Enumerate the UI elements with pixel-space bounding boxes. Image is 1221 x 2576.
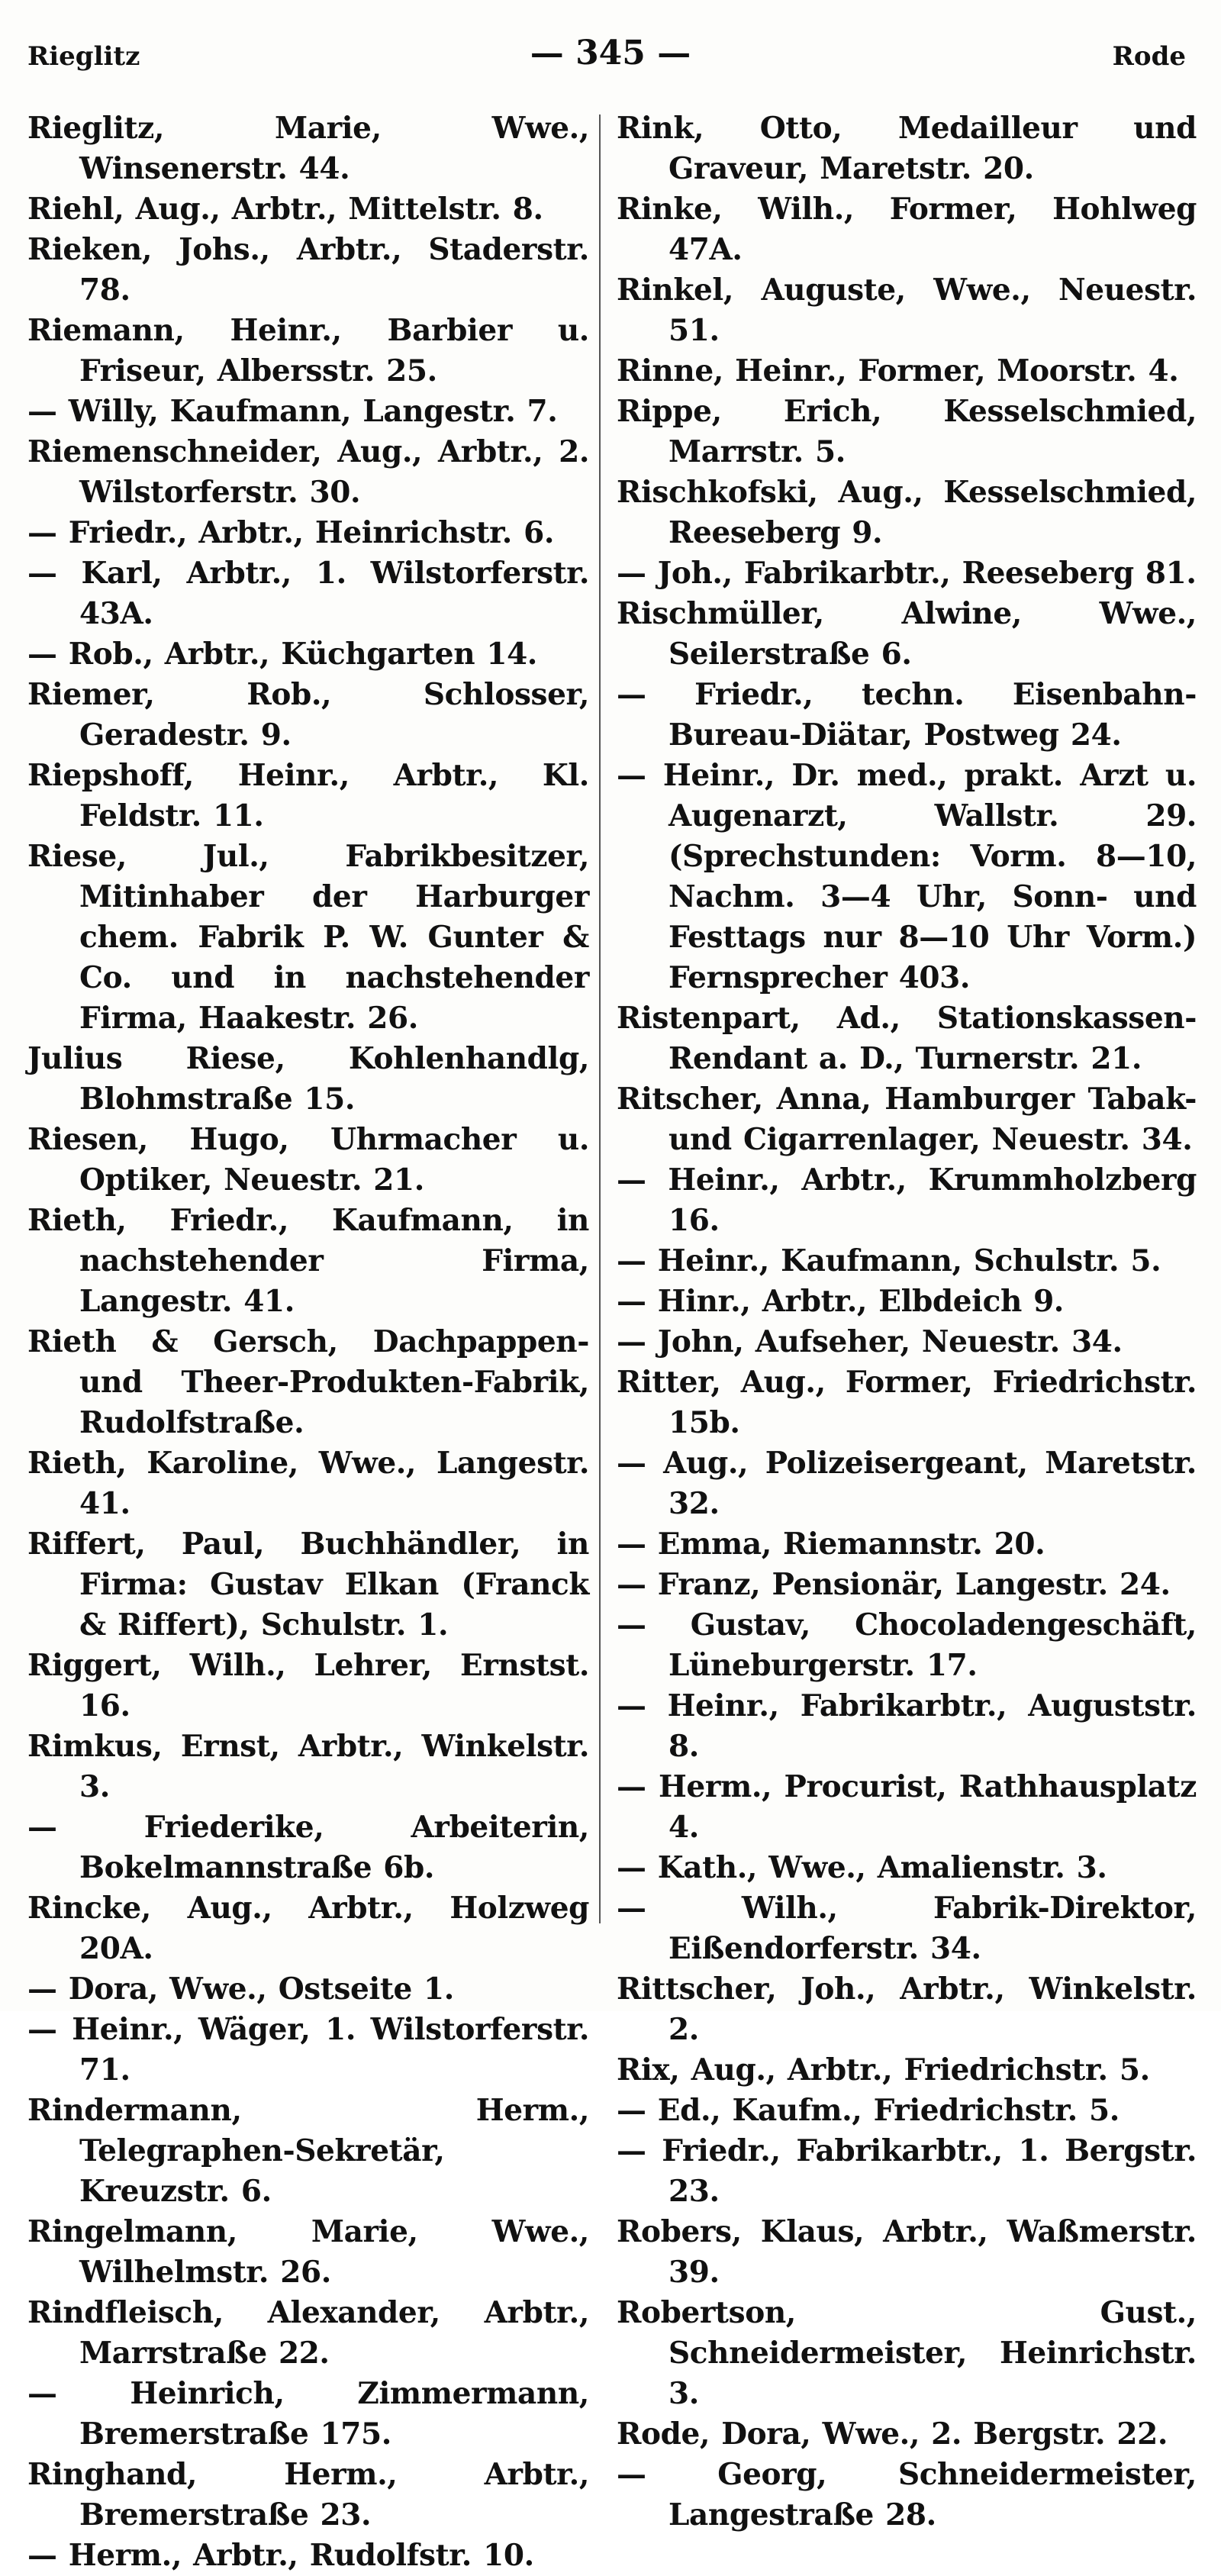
directory-entry: — Rob., Arbtr., Küchgarten 14. — [27, 637, 537, 672]
directory-entry: — Karl, Arbtr., 1. Wilstorferstr. 43A. — [27, 556, 589, 631]
directory-entry: — Hinr., Arbtr., Elbdeich 9. — [617, 1284, 1064, 1319]
directory-entry: — Heinr., Arbtr., Krummholzberg 16. — [617, 1162, 1197, 1238]
directory-entry: Ringhand, Herm., Arbtr., Bremerstraße 23. — [27, 2457, 589, 2532]
directory-entry: Rittscher, Joh., Arbtr., Winkelstr. 2. — [617, 1971, 1197, 2047]
directory-entry: Riehl, Aug., Arbtr., Mittelstr. 8. — [27, 192, 543, 227]
directory-entry: Riesen, Hugo, Uhrmacher u. Optiker, Neuestr. 21. — [27, 1122, 589, 1198]
directory-entry: Rieken, Johs., Arbtr., Staderstr. 78. — [27, 232, 589, 308]
directory-entry: — Aug., Polizeisergeant, Maretstr. 32. — [617, 1446, 1197, 1521]
directory-entry: — Willy, Kaufmann, Langestr. 7. — [27, 394, 558, 429]
header-left-keyword: Rieglitz — [27, 41, 140, 72]
directory-entry: Rieth & Gersch, Dachpappen- und Theer-Produkten-Fabrik, Rudolfstraße. — [27, 1324, 589, 1440]
directory-entry: Riemenschneider, Aug., Arbtr., 2. Wilstorferstr. 30. — [27, 434, 589, 510]
left-column — [27, 108, 589, 2576]
header-right-keyword: Rode — [1112, 41, 1186, 72]
directory-entry: Rink, Otto, Medailleur und Graveur, Maretstr. 20. — [617, 111, 1197, 186]
directory-entry: Rix, Aug., Arbtr., Friedrichstr. 5. — [617, 2052, 1150, 2088]
directory-entry: Riemer, Rob., Schlosser, Geradestr. 9. — [27, 677, 589, 753]
directory-entry: — Gustav, Chocoladengeschäft, Lüneburgerstr. 17. — [617, 1607, 1197, 1683]
directory-entry: Rinne, Heinr., Former, Moorstr. 4. — [617, 353, 1179, 388]
directory-entry: — Georg, Schneidermeister, Langestraße 28. — [617, 2457, 1197, 2532]
directory-entry: Rode, Dora, Wwe., 2. Bergstr. 22. — [617, 2416, 1168, 2452]
directory-entry: — John, Aufseher, Neuestr. 34. — [617, 1324, 1123, 1359]
directory-entry: — Friedr., Fabrikarbtr., 1. Bergstr. 23. — [617, 2133, 1197, 2209]
directory-entry: — Kath., Wwe., Amalienstr. 3. — [617, 1850, 1107, 1885]
directory-entry: Rieglitz, Marie, Wwe., Winsenerstr. 44. — [27, 111, 589, 186]
directory-entry: — Herm., Arbtr., Rudolfstr. 10. — [27, 2538, 534, 2573]
directory-entry: Ristenpart, Ad., Stationskassen-Rendant a. D., Turnerstr. 21. — [617, 1001, 1197, 1076]
directory-entry: — Heinr., Dr. med., prakt. Arzt u. Augenarzt, Wallstr. 29. (Sprechstunden: Vorm. 8—10, Nachm. 3—4 Uhr, Sonn- und Festtags nur 8—10 Uhr Vorm.) Fernsprecher 403. — [617, 758, 1197, 995]
directory-entry: Rischmüller, Alwine, Wwe., Seilerstraße 6. — [617, 596, 1197, 672]
directory-entry: — Dora, Wwe., Ostseite 1. — [27, 1971, 454, 2007]
directory-entry: — Heinr., Fabrikarbtr., Auguststr. 8. — [617, 1688, 1197, 1764]
directory-entry: Rimkus, Ernst, Arbtr., Winkelstr. 3. — [27, 1729, 589, 1804]
directory-entry: — Joh., Fabrikarbtr., Reeseberg 81. — [617, 556, 1197, 591]
directory-entry: Riese, Jul., Fabrikbesitzer, Mitinhaber der Harburger chem. Fabrik P. W. Gunter & Co. und in nachstehender Firma, Haakestr. 26. — [27, 839, 589, 1036]
directory-entry: Riepshoff, Heinr., Arbtr., Kl. Feldstr. 11. — [27, 758, 589, 833]
directory-entry: Riemann, Heinr., Barbier u. Friseur, Albersstr. 25. — [27, 313, 589, 388]
directory-entry: Ritter, Aug., Former, Friedrichstr. 15b. — [617, 1365, 1197, 1440]
column-divider — [599, 114, 601, 1923]
directory-entry: Rischkofski, Aug., Kesselschmied, Reeseberg 9. — [617, 475, 1197, 550]
directory-entry: — Emma, Riemannstr. 20. — [617, 1527, 1045, 1562]
directory-entry: Robers, Klaus, Arbtr., Waßmerstr. 39. — [617, 2214, 1197, 2290]
directory-entry: — Franz, Pensionär, Langestr. 24. — [617, 1567, 1171, 1602]
page-header — [0, 34, 1221, 87]
directory-entry: — Heinr., Kaufmann, Schulstr. 5. — [617, 1243, 1161, 1278]
directory-entry: Robertson, Gust., Schneidermeister, Heinrichstr. 3. — [617, 2295, 1197, 2411]
directory-entry: — Ed., Kaufm., Friedrichstr. 5. — [617, 2093, 1120, 2128]
directory-entry: — Friedr., techn. Eisenbahn-Bureau-Diätar, Postweg 24. — [617, 677, 1197, 753]
directory-entry: — Friedr., Arbtr., Heinrichstr. 6. — [27, 515, 555, 550]
right-column — [617, 108, 1197, 2536]
directory-entry: Rippe, Erich, Kesselschmied, Marrstr. 5. — [617, 394, 1197, 469]
directory-entry: Julius Riese, Kohlenhandlg, Blohmstraße 15. — [27, 1041, 589, 1117]
directory-entry: Rincke, Aug., Arbtr., Holzweg 20A. — [27, 1891, 589, 1966]
directory-entry: — Heinrich, Zimmermann, Bremerstraße 175. — [27, 2376, 589, 2452]
directory-entry: Rieth, Karoline, Wwe., Langestr. 41. — [27, 1446, 589, 1521]
directory-entry: — Herm., Procurist, Rathhausplatz 4. — [617, 1769, 1197, 1845]
directory-entry: Ritscher, Anna, Hamburger Tabak- und Cigarrenlager, Neuestr. 34. — [617, 1082, 1197, 1157]
directory-entry: Rindfleisch, Alexander, Arbtr., Marrstraße 22. — [27, 2295, 589, 2371]
page-number: — 345 — — [530, 34, 691, 73]
directory-entry: Rieth, Friedr., Kaufmann, in nachstehender Firma, Langestr. 41. — [27, 1203, 589, 1319]
directory-entry: — Friederike, Arbeiterin, Bokelmannstraße 6b. — [27, 1810, 589, 1885]
directory-entry: — Heinr., Wäger, 1. Wilstorferstr. 71. — [27, 2012, 589, 2088]
directory-entry: Rinkel, Auguste, Wwe., Neuestr. 51. — [617, 272, 1197, 348]
directory-entry: Ringelmann, Marie, Wwe., Wilhelmstr. 26. — [27, 2214, 589, 2290]
directory-entry: Riggert, Wilh., Lehrer, Ernstst. 16. — [27, 1648, 589, 1723]
directory-entry: Rindermann, Herm., Telegraphen-Sekretär, Kreuzstr. 6. — [27, 2093, 589, 2209]
directory-entry: Rinke, Wilh., Former, Hohlweg 47A. — [617, 192, 1197, 267]
directory-entry: Riffert, Paul, Buchhändler, in Firma: Gustav Elkan (Franck & Riffert), Schulstr. 1. — [27, 1527, 589, 1643]
directory-entry: — Wilh., Fabrik-Direktor, Eißendorferstr. 34. — [617, 1891, 1197, 1966]
